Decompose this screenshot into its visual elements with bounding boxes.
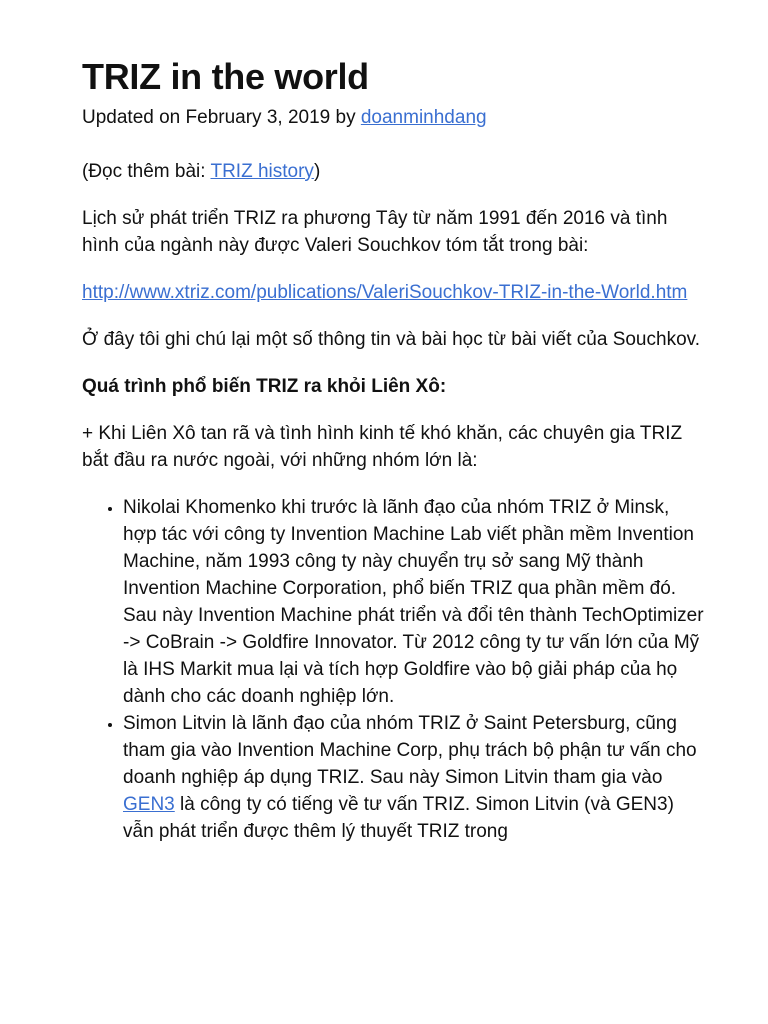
litvin-text-after: là công ty có tiếng về tư vấn TRIZ. Simon Litvin (và GEN3) vẫn phát triển được thêm lý thuyết TRIZ trong <box>123 794 674 842</box>
source-article-link[interactable]: http://www.xtriz.com/publications/ValeriSouchkov-TRIZ-in-the-World.htm <box>82 282 688 303</box>
page-title: TRIZ in the world <box>82 56 369 97</box>
read-more-prefix: (Đọc thêm bài: <box>82 161 211 182</box>
list-item-khomenko: • Nikolai Khomenko khi trước là lãnh đạo của nhóm TRIZ ở Minsk, hợp tác với công ty Invention Machine Lab viết phần mềm Invention Machine, năm 1993 công ty này chuyển trụ sở sang Mỹ thành Invention Machine Corporation, phổ biến TRIZ qua phần mềm đó. Sau này Invention Machine phát triển và đổi tên thành TechOptimizer -> CoBrain -> Goldfire Innovator. Từ 2012 công ty tư vấn lớn của Mỹ là IHS Markit mua lại và tích hợp Goldfire vào bộ giải pháp của họ dành cho các doanh nghiệp lớn. <box>123 494 706 710</box>
gen3-link[interactable]: GEN3 <box>123 794 175 815</box>
post-meta <box>82 105 706 131</box>
section-intro-paragraph: + Khi Liên Xô tan rã và tình hình kinh tế khó khăn, các chuyên gia TRIZ bắt đầu ra nước ngoài, với những nhóm lớn là: <box>82 423 683 471</box>
intro-paragraph: Lịch sử phát triển TRIZ ra phương Tây từ năm 1991 đến 2016 và tình hình của ngành này được Valeri Souchkov tóm tắt trong bài: <box>82 208 668 256</box>
litvin-text-before: Simon Litvin là lãnh đạo của nhóm TRIZ ở Saint Petersburg, cũng tham gia vào Invention Machine Corp, phụ trách bộ phận tư vấn cho doanh nghiệp áp dụng TRIZ. Sau này Simon Litvin tham gia vào <box>123 713 697 788</box>
author-link[interactable]: doanminhdang <box>360 107 487 128</box>
post-meta-date: Updated on February 3, 2019 by <box>82 107 361 128</box>
read-more-suffix: ) <box>313 161 321 182</box>
expert-groups-list <box>82 494 706 845</box>
read-more-paragraph <box>82 158 706 185</box>
triz-history-link[interactable]: TRIZ history <box>210 161 314 182</box>
list-item-litvin <box>123 710 706 845</box>
source-link-paragraph <box>82 279 706 306</box>
note-paragraph: Ở đây tôi ghi chú lại một số thông tin và bài học từ bài viết của Souchkov. <box>82 329 701 350</box>
section-heading: Quá trình phổ biến TRIZ ra khỏi Liên Xô: <box>82 376 447 397</box>
